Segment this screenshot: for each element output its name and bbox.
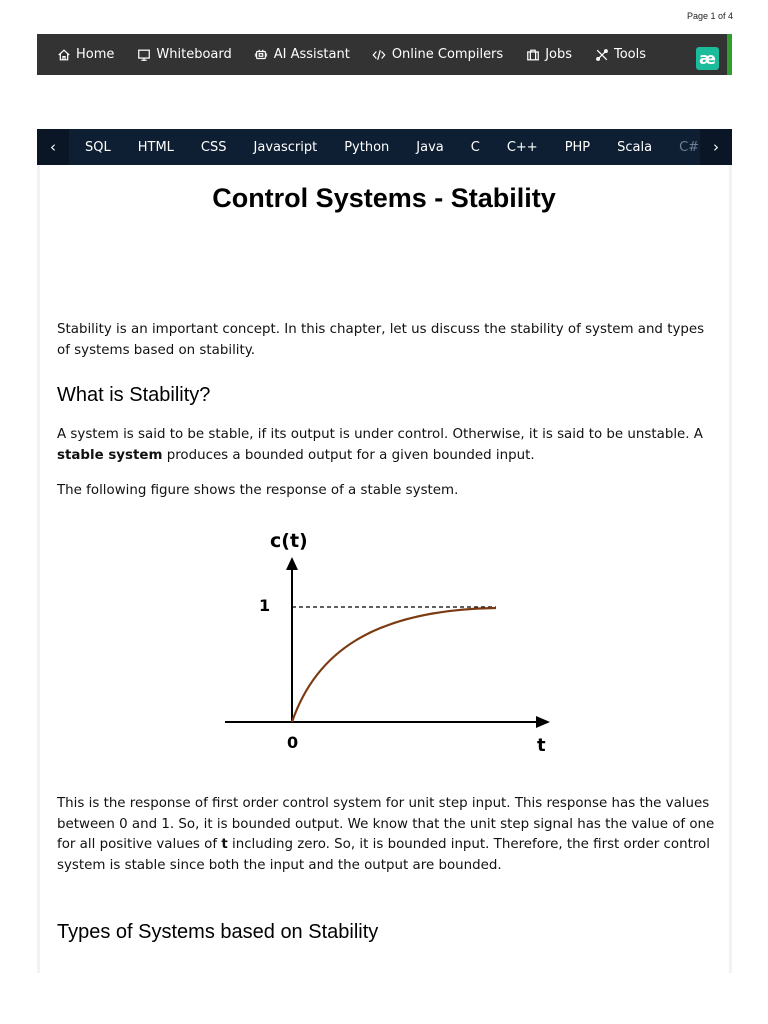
nav-jobs-link[interactable]	[525, 47, 572, 62]
language-prev-arrow[interactable]: ‹	[37, 129, 69, 165]
section-heading-what-is-stability: What is Stability?	[57, 384, 211, 406]
language-tab-cpp[interactable]: C++	[506, 139, 538, 155]
top-navigation-bar	[37, 34, 732, 75]
origin-label: 0	[287, 733, 299, 752]
ai-assistant-icon	[254, 47, 269, 62]
figure-intro-paragraph: The following figure shows the response of a stable system.	[57, 483, 459, 498]
y-axis-label: c(t)	[270, 530, 308, 552]
t-term: t	[221, 837, 228, 852]
nav-ai-assistant-link[interactable]	[254, 47, 350, 62]
nav-online-compilers-label: Online Compilers	[391, 47, 504, 62]
language-tab-php[interactable]: PHP	[564, 139, 591, 155]
y-axis-arrowhead	[286, 557, 298, 570]
article-title: Control Systems - Stability	[212, 183, 556, 213]
nav-accent-edge	[727, 34, 732, 75]
stable-response-figure	[220, 525, 560, 760]
page-indicator: Page 1 of 4	[686, 11, 733, 21]
nav-tools-label: Tools	[614, 47, 647, 62]
language-tab-scala[interactable]: Scala	[617, 139, 653, 155]
tools-icon	[594, 47, 609, 62]
language-tab-python[interactable]: Python	[344, 139, 390, 155]
paragraph-text: including zero. So, it is bounded input. Therefore, the first order control system is stable since both the input and the output are bounded.	[57, 837, 710, 873]
paragraph-text: A system is said to be stable, if its output is under control. Otherwise, it is said to be unstable. A	[57, 427, 703, 442]
nav-home-label: Home	[76, 47, 115, 62]
language-tab-csharp[interactable]: C#	[679, 139, 700, 155]
language-tab-c[interactable]: C	[470, 139, 480, 155]
language-tab-java[interactable]: Java	[416, 139, 444, 155]
briefcase-icon	[525, 47, 540, 62]
nav-tools-link[interactable]	[594, 47, 646, 62]
language-tab-html[interactable]: HTML	[137, 139, 174, 155]
intro-paragraph: Stability is an important concept. In this chapter, let us discuss the stability of system and types of systems based on stability.	[57, 322, 705, 358]
section-heading-types-of-systems: Types of Systems based on Stability	[57, 921, 379, 943]
nav-ai-assistant-label: AI Assistant	[273, 47, 350, 62]
whiteboard-icon	[136, 47, 151, 62]
y-tick-label: 1	[259, 596, 271, 615]
response-explanation-paragraph	[57, 794, 717, 876]
nav-online-compilers-link[interactable]	[372, 47, 503, 62]
step-response-diagram	[220, 525, 560, 760]
response-curve	[292, 608, 496, 722]
language-tab-bar	[37, 129, 732, 165]
language-tab-sql[interactable]: SQL	[85, 139, 111, 155]
x-axis-label: t	[537, 735, 546, 756]
nav-whiteboard-label: Whiteboard	[156, 47, 232, 62]
home-icon	[56, 47, 71, 62]
nav-whiteboard-link[interactable]	[136, 47, 231, 62]
language-next-arrow[interactable]: ›	[700, 129, 732, 165]
language-tab-javascript[interactable]: Javascript	[253, 139, 318, 155]
site-logo[interactable]: æ	[696, 47, 719, 70]
stable-system-term: stable system	[57, 447, 163, 463]
paragraph-text: This is the response of first order control system for unit step input. This response has the values between 0 and 1. So, it is bounded output. We know that the unit step signal has the value of one for all positive values of	[57, 796, 715, 852]
code-icon	[372, 47, 387, 62]
language-tab-list	[69, 140, 700, 155]
language-tab-css[interactable]: CSS	[200, 139, 227, 155]
paragraph-text: produces a bounded output for a given bounded input.	[162, 447, 535, 463]
stability-definition-paragraph	[57, 425, 717, 466]
x-axis-arrowhead	[536, 716, 550, 728]
nav-jobs-label: Jobs	[545, 47, 572, 62]
nav-home-link[interactable]	[56, 47, 114, 62]
